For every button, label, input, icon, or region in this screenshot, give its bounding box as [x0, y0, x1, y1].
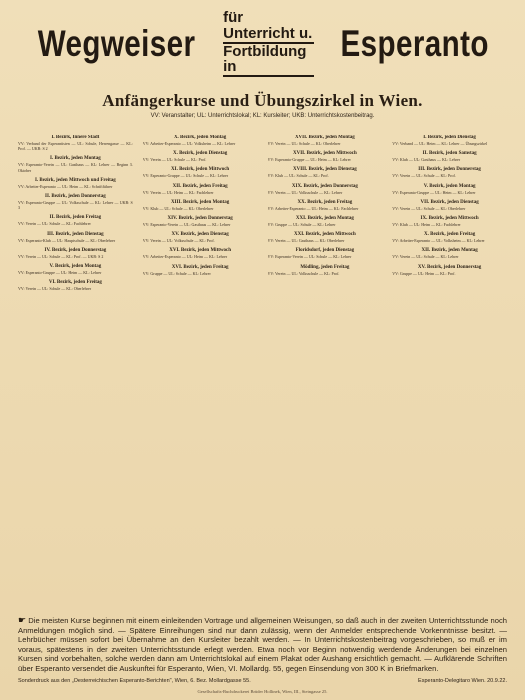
course-entry — [268, 248, 383, 259]
course-heading: VII. Bezirk, jeden Dienstag — [420, 199, 479, 205]
title-middle — [223, 10, 313, 77]
footer-source: Sonderdruck aus den „Oesterreichischen Esperanto-Berichten", Wien, 6. Bez. Mollardgasse 55. — [18, 677, 251, 684]
course-entry — [143, 232, 258, 243]
course-details: VV: Verein — UL: Gasthaus — KL: Oberlehrer — [267, 238, 345, 244]
footer-signature: Esperanto-Delegitaro Wien. 20.9.22. — [418, 677, 507, 684]
title-esperanto: Esperanto — [340, 23, 489, 64]
title-wegweiser: Wegweiser — [37, 23, 196, 64]
course-entry — [268, 135, 383, 146]
course-details: VV: Verband der Esperantisten — UL: Schule, Herrengasse — KL: Prof. — UKB: S 2 — [18, 141, 133, 152]
title-middle-line-2: Fortbildung in — [223, 44, 313, 78]
course-entry — [143, 248, 258, 259]
course-details: VV: Esperanto-Gruppe — UL: Schule — KL: Lehrer — [142, 173, 229, 179]
course-heading: XX. Bezirk, jeden Freitag — [297, 199, 353, 205]
poster-header — [18, 10, 507, 77]
title-middle-line-1: für Unterricht u. — [223, 9, 313, 42]
course-heading: XII. Bezirk, jeden Freitag — [172, 183, 228, 189]
course-heading: Mödling, jeden Freitag — [300, 264, 350, 270]
abbreviation-legend: VV: Veranstalter; UL: Unterrichtslokal; KL: Kursleiter; UKB: Unterrichtskostenbeitrag. — [150, 113, 375, 119]
course-heading: II. Bezirk, jeden Donnerstag — [45, 194, 106, 200]
course-details: VV: Esperanto-Gruppe — UL: Heim — KL: Lehrer — [267, 157, 351, 163]
course-details: VV: Verein — UL: Schule — KL: Oberlehrer — [392, 205, 466, 211]
course-details: VV: Verein — UL: Schule — KL: Oberlehrer — [267, 141, 341, 146]
course-heading: III. Bezirk, jeden Dienstag — [47, 231, 104, 237]
course-details: VV: Verband — UL: Heim — KL: Lehrer — Übungszirkel — [392, 141, 488, 146]
footer — [18, 678, 507, 684]
course-heading: XV. Bezirk, jeden Donnerstag — [417, 264, 482, 270]
course-heading: XXI. Bezirk, jeden Montag — [295, 216, 354, 222]
listing-column — [268, 135, 383, 610]
course-heading: IX. Bezirk, jeden Mittwoch — [420, 216, 479, 222]
course-entry — [18, 280, 133, 291]
course-heading: V. Bezirk, jeden Montag — [49, 264, 102, 270]
course-heading: V. Bezirk, jeden Montag — [423, 183, 476, 189]
course-entry — [392, 167, 507, 178]
listing-column — [392, 135, 507, 610]
course-heading: XIX. Bezirk, jeden Donnerstag — [291, 183, 358, 189]
course-heading: XVII. Bezirk, jeden Mittwoch — [293, 151, 357, 157]
course-details: VV: Verein — UL: Volksschule — KL: Lehrer — [267, 189, 343, 195]
course-entry — [268, 232, 383, 243]
course-details: VV: Arbeiter-Esperanto — UL: Heim — KL: Schriftführer — [18, 183, 113, 189]
course-heading: XIV. Bezirk, jeden Donnerstag — [167, 216, 233, 222]
course-entry — [18, 156, 133, 172]
course-heading: II. Bezirk, jeden Samstag — [422, 151, 477, 157]
course-entry — [392, 200, 507, 211]
course-entry — [18, 215, 133, 226]
course-entry — [18, 248, 133, 259]
course-heading: I. Bezirk, Innere Stadt — [51, 135, 100, 140]
course-details: VV: Gruppe — UL: Heim — KL: Prof. — [392, 270, 456, 276]
course-heading: III. Bezirk, jeden Donnerstag — [418, 167, 481, 173]
course-heading: I. Bezirk, jeden Dienstag — [423, 135, 476, 140]
course-entry — [392, 265, 507, 276]
course-entry — [268, 184, 383, 195]
course-entry — [18, 178, 133, 189]
course-heading: X. Bezirk, jeden Freitag — [424, 232, 476, 238]
course-details: VV: Klub — UL: Schule — KL: Oberlehrer — [142, 205, 214, 211]
course-entry — [392, 248, 507, 259]
course-heading: XIII. Bezirk, jeden Montag — [171, 199, 230, 205]
course-entry — [143, 135, 258, 146]
course-details: VV: Esperanto-Klub — UL: Hauptschule — KL: Oberlehrer — [18, 237, 116, 243]
course-entry — [392, 216, 507, 227]
course-details: VV: Verein — UL: Volksschule — KL: Prof. — [267, 270, 340, 276]
course-entry — [143, 167, 258, 178]
course-details: VV: Arbeiter-Esperanto — UL: Volksheim — KL: Lehrer — [392, 238, 485, 244]
course-details: VV: Verein — UL: Schule — KL: Prof. — [142, 157, 207, 163]
course-listing — [18, 135, 507, 610]
course-details: VV: Verein — UL: Schule — KL: Lehrer — [392, 254, 459, 260]
course-details: VV: Arbeiter-Esperanto — UL: Volksheim — KL: Lehrer — [142, 141, 236, 146]
course-heading: IV. Bezirk, jeden Donnerstag — [44, 247, 107, 253]
course-entry — [143, 216, 258, 227]
course-details: VV: Esperanto-Gruppe — UL: Volksschule — KL: Lehrer — UKB: S 3 — [18, 200, 133, 211]
course-heading: XII. Bezirk, jeden Montag — [421, 248, 478, 254]
listing-column — [18, 135, 133, 610]
course-details: VV: Verein — UL: Schule — KL: Prof. — [392, 173, 456, 179]
course-heading: VI. Bezirk, jeden Freitag — [48, 280, 102, 286]
course-entry — [18, 194, 133, 210]
subtitle: Anfängerkurse und Übungszirkel in Wien. — [102, 91, 423, 110]
notice-text: Die meisten Kurse beginnen mit einem einleitenden Vortrage und allgemeinen Weisungen, so daß auch in der zweiten Unterrichtsstunde noch Anmeldungen möglich sind. — Spätere Einreihungen sind nur dann zulässig, wenn der Anmelder entsprechende Vorkenntnisse besitzt. — Lehrbücher müssen sofort bei Übernahme an den Kursleiter bezahlt werden. — In Unterrichtskostenbeitrag vorgeschrieben, so muß er im voraus, spätestens in der zweiten Unterrichtsstunde erlegt werden. Etwa noch vor Beginn notwendig werdende Änderungen bei einzelnen Kursen sind vorbehalten, solche werden dann am Unterrichtslokal auf einem Plakat oder Aushang ersichtlich gemacht. — Aufklärende Schriften über Esperanto versendet die Auskunftei für Esperanto, Wien, VI. Mollardg. 55, gegen Einsendung von 300 K in Briefmarken. — [18, 616, 507, 673]
course-details: VV: Klub — UL: Heim — KL: Fachlehrer — [392, 222, 461, 228]
course-heading: XXI. Bezirk, jeden Mittwoch — [293, 232, 356, 238]
course-heading: XVI. Bezirk, jeden Mittwoch — [169, 248, 232, 254]
course-entry — [268, 167, 383, 178]
course-heading: XI. Bezirk, jeden Mittwoch — [171, 167, 230, 173]
course-entry — [268, 151, 383, 162]
course-heading: XVII. Bezirk, jeden Montag — [294, 135, 355, 140]
course-details: VV: Esperanto-Verein — UL: Gasthaus — KL: Lehrer — Beginn 3. Oktober — [18, 162, 133, 173]
course-details: VV: Verein — UL: Heim — KL: Fachlehrer — [142, 189, 214, 195]
course-details: VV: Verein — UL: Schule — KL: Fachlehrer — [18, 221, 91, 227]
course-details: VV: Verein — UL: Volksschule — KL: Prof. — [142, 238, 215, 244]
course-heading: X. Bezirk, jeden Montag — [173, 135, 227, 140]
course-heading: II. Bezirk, jeden Freitag — [49, 215, 102, 221]
course-details: VV: Arbeiter-Esperanto — UL: Heim — KL: Fachlehrer — [267, 205, 359, 211]
course-heading: XVI. Bezirk, jeden Freitag — [171, 264, 229, 270]
course-heading: I. Bezirk, jeden Montag — [50, 156, 101, 162]
course-details: VV: Esperanto-Gruppe — UL: Heim — KL: Lehrer — [18, 270, 102, 276]
course-entry — [268, 216, 383, 227]
course-entry — [18, 264, 133, 275]
course-heading: Floridsdorf, jeden Dienstag — [295, 248, 355, 254]
course-details: VV: Verein — UL: Schule — KL: Oberlehrer — [18, 286, 92, 292]
notice-paragraph — [18, 616, 507, 674]
course-details: VV: Esperanto-Verein — UL: Gasthaus — KL: Lehrer — [142, 222, 231, 228]
course-entry — [268, 200, 383, 211]
course-entry — [143, 184, 258, 195]
course-details: VV: Esperanto-Gruppe — UL: Heim — KL: Lehrer — [392, 189, 476, 195]
course-heading: XVIII. Bezirk, jeden Dienstag — [293, 167, 357, 173]
course-details: VV: Klub — UL: Schule — KL: Prof. — [267, 173, 329, 179]
course-entry — [392, 151, 507, 162]
course-details: VV: Klub — UL: Gasthaus — KL: Lehrer — [392, 157, 461, 163]
course-entry — [143, 200, 258, 211]
course-entry — [268, 265, 383, 276]
course-details: VV: Gruppe — UL: Schule — KL: Lehrer — [267, 222, 336, 228]
course-entry — [143, 265, 258, 276]
course-details: VV: Esperanto-Verein — UL: Schule — KL: Lehrer — [267, 254, 352, 260]
course-entry — [18, 232, 133, 243]
course-entry — [392, 232, 507, 243]
course-entry — [392, 184, 507, 195]
printer-imprint: Gesellschafts-Buchdruckerei Brüder Hollinek, Wien, III., Steingasse 25. — [197, 688, 328, 694]
course-entry — [392, 135, 507, 146]
course-entry — [143, 151, 258, 162]
course-entry — [18, 135, 133, 151]
listing-column — [143, 135, 258, 610]
course-heading: X. Bezirk, jeden Dienstag — [172, 151, 228, 157]
course-details: VV: Gruppe — UL: Schule — KL: Lehrer — [142, 270, 211, 276]
course-heading: XV. Bezirk, jeden Dienstag — [171, 232, 229, 238]
pointing-hand-icon: ☛ — [18, 615, 27, 625]
course-details: VV: Arbeiter-Esperanto — UL: Heim — KL: Lehrer — [142, 254, 228, 260]
course-details: VV: Verein — UL: Schule — KL: Prof. — UKB: S 2 — [18, 253, 104, 259]
course-heading: I. Bezirk, jeden Mittwoch und Freitag — [34, 177, 116, 183]
